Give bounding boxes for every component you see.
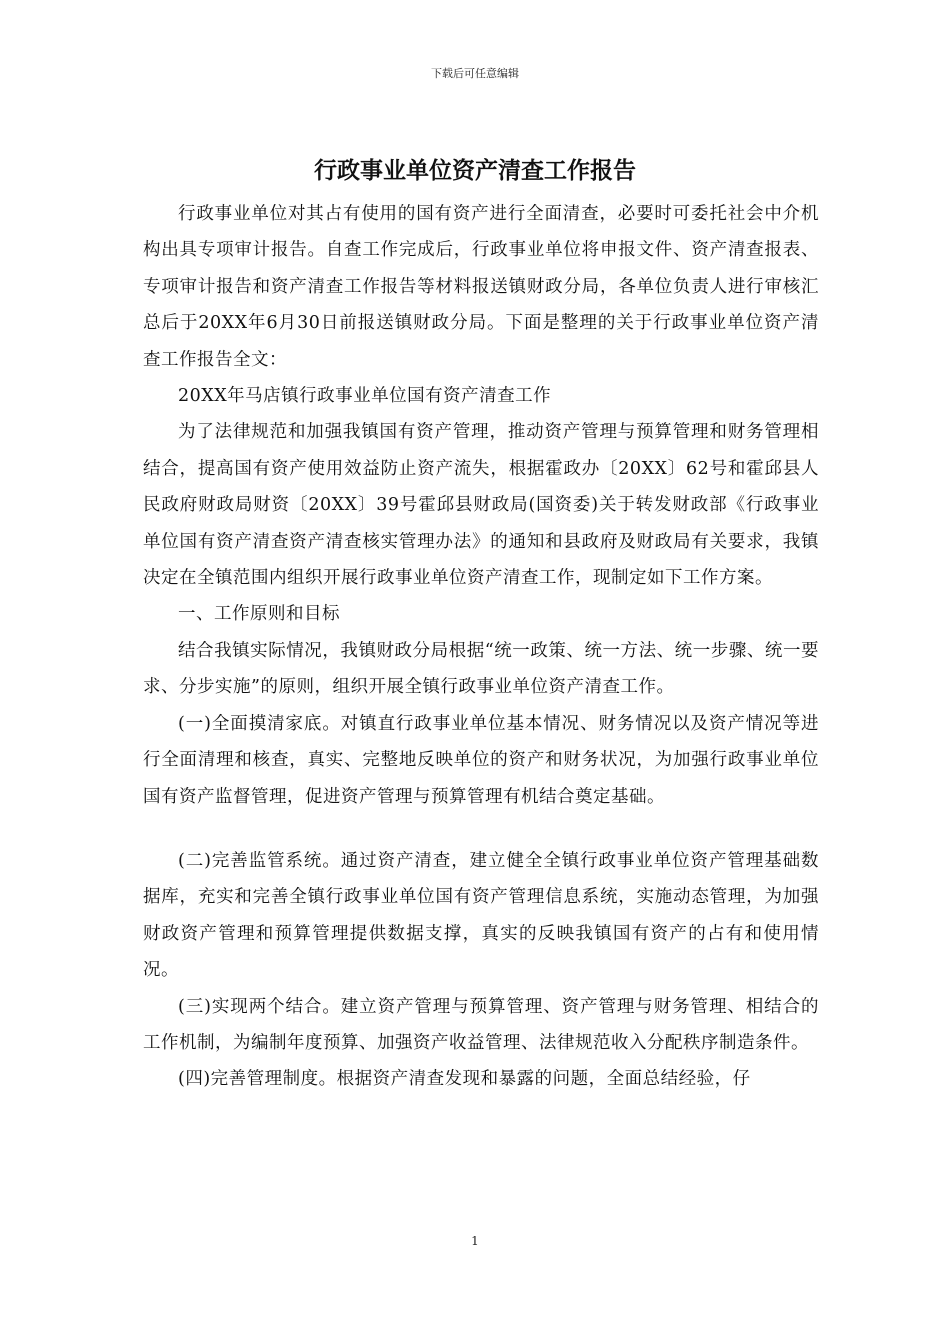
section-heading-principles: 一、工作原则和目标 <box>178 604 340 625</box>
paragraph-item-4: (四)完善管理制度。根据资产清查发现和暴露的问题，全面总结经验，仔 <box>178 1069 751 1090</box>
paragraph-item-2: (二)完善监管系统。通过资产清查，建立健全全镇行政事业单位资产管理基础数据库，充实和完善全镇行政事业单位国有资产管理信息系统，实施动态管理，为加强财政资产管理和预算管理提供数据支撑，真实的反映我镇国有资产的占有和使用情况。 <box>143 850 819 981</box>
paragraph-subtitle: 20XX年马店镇行政事业单位国有资产清查工作 <box>178 386 552 407</box>
page-header-note: 下载后可任意编辑 <box>431 67 519 80</box>
paragraph-item-1: (一)全面摸清家底。对镇直行政事业单位基本情况、财务情况以及资产情况等进行全面清理和核查，真实、完整地反映单位的资产和财务状况，为加强行政事业单位国有资产监督管理，促进资产管理与预算管理有机结合奠定基础。 <box>143 713 819 807</box>
document-title: 行政事业单位资产清查工作报告 <box>314 158 636 184</box>
document-body <box>143 196 819 1098</box>
paragraph-principles: 结合我镇实际情况，我镇财政分局根据“统一政策、统一方法、统一步骤、统一要求、分步实施”的原则，组织开展全镇行政事业单位资产清查工作。 <box>143 640 819 698</box>
paragraph-purpose: 为了法律规范和加强我镇国有资产管理，推动资产管理与预算管理和财务管理相结合，提高国有资产使用效益防止资产流失，根据霍政办〔20XX〕62号和霍邱县人民政府财政局财资〔20XX〕39号霍邱县财政局(国资委)关于转发财政部《行政事业单位国有资产清查资产清查核实管理办法》的通知和县政府及财政局有关要求，我镇决定在全镇范围内组织开展行政事业单位资产清查工作，现制定如下工作方案。 <box>143 422 819 589</box>
paragraph-item-3: (三)实现两个结合。建立资产管理与预算管理、资产管理与财务管理、相结合的工作机制，为编制年度预算、加强资产收益管理、法律规范收入分配秩序制造条件。 <box>143 996 819 1053</box>
paragraph-intro: 行政事业单位对其占有使用的国有资产进行全面清查，必要时可委托社会中介机构出具专项审计报告。自查工作完成后，行政事业单位将申报文件、资产清查报表、专项审计报告和资产清查工作报告等材料报送镇财政分局，各单位负责人进行审核汇总后于20XX年6月30日前报送镇财政分局。下面是整理的关于行政事业单位资产清查工作报告全文： <box>143 204 819 370</box>
page-number: 1 <box>471 1234 479 1248</box>
